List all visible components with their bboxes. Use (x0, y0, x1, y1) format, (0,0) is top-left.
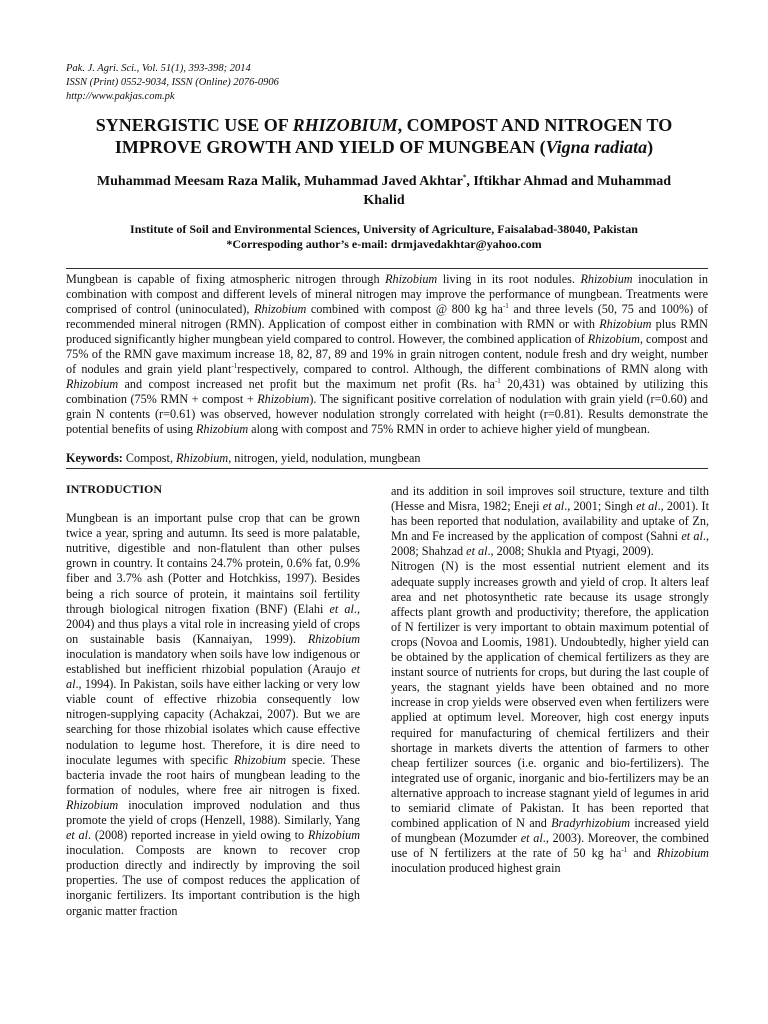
journal-citation: Pak. J. Agri. Sci., Vol. 51(1), 393-398; 2014 (66, 63, 251, 74)
text-run: et al (681, 529, 703, 544)
affiliation (60, 222, 708, 252)
affiliation-institute: Institute of Soil and Environmental Sciences, University of Agriculture, Faisalabad-38040, Pakistan (130, 222, 638, 236)
text-run: Rhizobium (580, 272, 633, 286)
text-run: inoculation improved nodulation and thus promote the yield of crops (Henzell, 1988). Similarly, Yang (66, 797, 360, 827)
text-run: -1 (494, 377, 501, 386)
text-run: ., 2004) and thus plays a vital role in increasing yield of crops on sustainable basis (Kannaiyan, 1999). (66, 601, 361, 646)
text-run: Rhizobium (66, 797, 119, 812)
corresponding-mark: * (462, 173, 467, 182)
text-run: specie. These bacteria invade the root hairs of mungbean leading to the formation of nodules, where free air nitrogen is fixed. (66, 752, 360, 797)
text-run: and its addition in soil improves soil structure, texture and tilth (Hesse and Misra, 1982; Eneji (391, 484, 709, 514)
text-run: -1 (502, 302, 509, 311)
text-run: ., 1994). In Pakistan, soils have either lacking or very low viable count of effective rhizobia consequently low nitrogen-supplying capacity (Achakzai, 2007). But we are searching for those rhizobial isolates which cause effective nodulation to legume host. Therefore, it is dire need to inoculate legumes with specific (66, 677, 360, 767)
text-run: inoculation in combination with compost and different levels of mineral nitrogen may improve the performance of mungbean. Treatments were comprised of control (uninoculated), (66, 272, 708, 317)
text-run: ., 2001). It has been reported that nodulation, availability and uptake of Zn, Mn and Fe increased by the application of compost (Sahni (391, 499, 709, 544)
text-run: Compost, (122, 451, 177, 465)
keywords-label: Keywords: (66, 451, 123, 465)
text-run: Rhizobium (587, 332, 640, 347)
text-run: et al (520, 831, 543, 846)
text-run: Rhizobium (176, 451, 229, 465)
text-run: Rhizobium (656, 846, 709, 861)
text-run: Rhizobium (195, 422, 249, 437)
text-run: and (627, 846, 657, 861)
abstract-text (66, 272, 708, 438)
text-run: 20,431) was obtained by utilizing this combination (75% RMN + compost + (66, 377, 708, 407)
column-left (66, 482, 360, 919)
text-run: increased yield of mungbean (Mozumder (391, 816, 709, 846)
text-run: respectively, compared to control. Although, the different combinations of RMN along with (237, 362, 708, 377)
email-text[interactable]: ’s e-mail: drmjavedakhtar@yahoo.com (340, 237, 542, 251)
journal-issn: ISSN (Print) 0552-9034, ISSN (Online) 2076-0906 (66, 77, 279, 88)
text-run: Rhizobium (233, 752, 287, 767)
text-run: , nitrogen, yield, nodulation, mungbean (228, 451, 421, 465)
text-run: and three levels (50, 75 and 100%) of recommended mineral nitrogen (RMN). Application of compost either in combination with RMN or with (66, 302, 708, 332)
text-run: et al (66, 662, 360, 692)
text-run: . (2008) reported increase in yield owing to (88, 828, 308, 843)
text-run: Rhizobium (257, 392, 310, 407)
section-heading-introduction: INTRODUCTION (66, 482, 163, 496)
intro-paragraph (391, 484, 709, 559)
text-run: inoculation is mandatory when soils have low indigenous or established but inefficient rhizobial population (Araujo (66, 646, 360, 677)
text-run: Rhizobium (599, 317, 652, 332)
journal-header (66, 62, 279, 104)
text-run: ). The significant positive correlation of nodulation with grain yield (r=0.60) and grain N contents (r=0.61) was observed, however nodulation strongly correlated with height (r=0.81). Results demonstrate the potential benefits of using (66, 392, 708, 437)
abstract (66, 272, 708, 438)
text-run: Rhizobium (385, 272, 438, 286)
text-run: Rhizobium (307, 631, 360, 646)
author-list (80, 172, 688, 210)
text-run: ., 2001; Singh (564, 499, 637, 514)
abstract-bottom-rule (66, 468, 708, 469)
paper-title (60, 114, 708, 158)
text-run: Rhizobium (254, 302, 307, 317)
text-run: Nitrogen (N) is the most essential nutrient element and its adequate supply increases growth and yield of crop. It alters leaf area and net photosynthetic rate because its usage strongly affects plant growth and productivity; therefore, the application of N fertilizer is very important to obtain maximum potential of crops (Novoa and Loomis, 1981). Undoubtedly, higher yield can be obtained by the application of chemical fertilizers as they are instant source of nutrients for crops, but during the last couple of years, the stagnant yields have been obtained and no more increase in crop yields were observed even when fertilizers were applied at optimum level. Moreover, high cost energy inputs required for manufacturing of chemical fertilizers and their shortage in markets diverts the attention of farmers to other cheap fertilizer sources (i.e. organic and bio-fertilizers). The integrated use of organic, inorganic and bio-fertilizers may be an alternative approach to increase stagnant yield of legumes in arid to semiarid climate of Pakistan. It has been reported that combined application of N and (391, 559, 709, 831)
text-run: ., 2008; Shahzad (391, 529, 709, 559)
text-run: inoculation produced highest grain (391, 861, 561, 876)
text-run: living in its root nodules. (437, 272, 581, 286)
author-text: Muhammad Meesam Raza Malik, Muhammad Javed Akhtar (96, 174, 463, 189)
journal-url[interactable]: http://www.pakjas.com.pk (66, 91, 175, 102)
corresponding-email (60, 237, 708, 252)
text-run: , compost and 75% of the RMN gave maximum increase 18, 82, 87, 89 and 19% in grain nitrogen content, nodule fresh and dry weight, number of nodules and grain yield plant (66, 332, 708, 377)
intro-paragraph (66, 511, 360, 919)
title-italic: RHIZOBIUM (292, 115, 398, 135)
text-run: Mungbean is capable of fixing atmospheric nitrogen through (66, 272, 386, 286)
text-run: Mungbean is an important pulse crop that can be grown twice a year, spring and autumn. Its seed is more palatable, nutritive, digestible and non-flatulent than other pulses grown in country. It contains 24.7% protein, 0.6% fat, 0.9% fiber and 3.7% ash (Potter and Hotchkiss, 1997). Besides being a rich source of protein, it maintains soil fertility through biological nitrogen fixation (BNF) (Elahi (66, 511, 360, 616)
keywords (66, 451, 708, 466)
intro-paragraph (391, 559, 709, 876)
text-run: ., 2003). Moreover, the combined use of N fertilizers at the rate of 50 kg ha (391, 831, 709, 861)
column-right (391, 484, 709, 876)
text-run: et al (329, 601, 354, 616)
title-text: SYNERGISTIC USE OF (95, 115, 293, 135)
abstract-top-rule (66, 268, 708, 269)
corresponding-label: *Correspoding author (226, 237, 341, 251)
text-run: Rhizobium (307, 828, 361, 843)
text-run: Rhizobium (66, 377, 119, 392)
title-italic: Vigna radiata (545, 137, 648, 157)
text-run: inoculation. Composts are known to recover crop production directly and indirectly by improving the soil properties. The use of compost reduces the application of inorganic fertilizers. Its important contribution is the high organic matter fraction (66, 843, 360, 918)
author-text: , Iftikhar Ahmad and Muhammad Khalid (363, 174, 672, 208)
text-run: and compost increased net profit but the maximum net profit (Rs. ha (118, 377, 495, 392)
text-run: -1 (231, 362, 238, 371)
title-text: , COMPOST AND NITROGEN TO IMPROVE GROWTH AND YIELD OF MUNGBEAN ( (114, 115, 673, 157)
text-run: et al (542, 499, 565, 514)
text-run: combined with compost @ 800 kg ha (306, 302, 503, 317)
text-run: et al (66, 828, 89, 843)
title-text: ) (647, 137, 654, 157)
text-run: plus RMN produced significantly higher mungbean yield compared to control. However, the combined application of (66, 317, 708, 347)
text-run: -1 (621, 846, 628, 855)
text-run: Bradyrhizobium (551, 816, 631, 831)
text-run: ., 2008; Shukla and Ptyagi, 2009). (487, 544, 654, 559)
text-run: et al (466, 544, 488, 559)
text-run: et al (636, 499, 658, 514)
text-run: along with compost and 75% RMN in order to achieve higher yield of mungbean. (248, 422, 650, 437)
